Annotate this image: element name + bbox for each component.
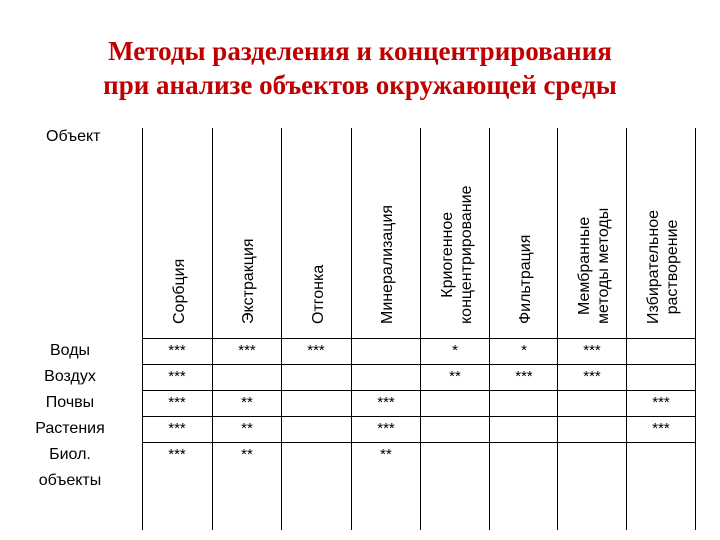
rating-cell: *** — [168, 420, 186, 437]
rating-cell: *** — [168, 342, 186, 359]
object-label: Почвы — [45, 394, 95, 411]
rating-cell: *** — [583, 342, 601, 359]
rating-cell: *** — [307, 342, 325, 359]
method-header-line: Минерализация — [379, 204, 396, 324]
slide-title — [0, 34, 720, 102]
object-label: Воздух — [44, 368, 96, 385]
object-column-header: Объект — [46, 128, 101, 145]
rating-cell: ** — [241, 394, 253, 411]
rating-cell: ** — [241, 446, 253, 463]
method-header — [309, 265, 328, 324]
rating-cell: *** — [168, 446, 186, 463]
rating-cell: *** — [377, 394, 395, 411]
rating-cell: ** — [380, 446, 392, 463]
title-line-2: при анализе объектов окружающей среды — [103, 70, 617, 100]
object-label: Биол. — [49, 446, 91, 463]
rating-cell: ** — [241, 420, 253, 437]
method-header-line: Сорбция — [170, 258, 188, 324]
rating-cell: *** — [583, 368, 601, 385]
rating-cell: *** — [168, 394, 186, 411]
column-divider — [626, 128, 627, 530]
method-header — [378, 205, 397, 324]
rating-cell: *** — [238, 342, 256, 359]
column-divider — [695, 128, 696, 530]
column-divider — [351, 128, 352, 530]
method-header-line: методы методы — [594, 207, 612, 324]
object-label: объекты — [38, 472, 102, 489]
rating-cell: *** — [515, 368, 533, 385]
object-label: Растения — [35, 420, 105, 437]
column-divider — [212, 128, 213, 530]
method-header-line: Криогенное — [438, 211, 456, 298]
rating-cell: *** — [377, 420, 395, 437]
method-header — [239, 238, 258, 324]
method-header — [575, 208, 613, 324]
column-divider — [142, 128, 143, 530]
method-header-line: концентрирование — [457, 185, 475, 324]
rating-cell: * — [452, 342, 458, 359]
method-header-line: Экстракция — [240, 238, 257, 324]
method-header — [516, 235, 535, 324]
rating-cell: *** — [652, 420, 670, 437]
rating-cell: *** — [168, 368, 186, 385]
method-header — [170, 259, 189, 324]
method-header — [644, 210, 682, 324]
method-header-line: Избирательное — [644, 209, 662, 324]
column-divider — [281, 128, 282, 530]
method-header — [438, 186, 476, 324]
method-header-line: Мембранные — [575, 216, 593, 316]
rating-cell: ** — [449, 368, 461, 385]
column-divider — [557, 128, 558, 530]
method-header-line: растворение — [663, 219, 681, 315]
rating-cell: *** — [652, 394, 670, 411]
object-label: Воды — [49, 342, 91, 359]
column-divider — [489, 128, 490, 530]
method-header-line: Отгонка — [309, 264, 327, 324]
rating-cell: * — [521, 342, 527, 359]
method-header-line: Фильтрация — [516, 234, 534, 324]
title-line-1: Методы разделения и концентрирования — [108, 36, 612, 66]
column-divider — [420, 128, 421, 530]
